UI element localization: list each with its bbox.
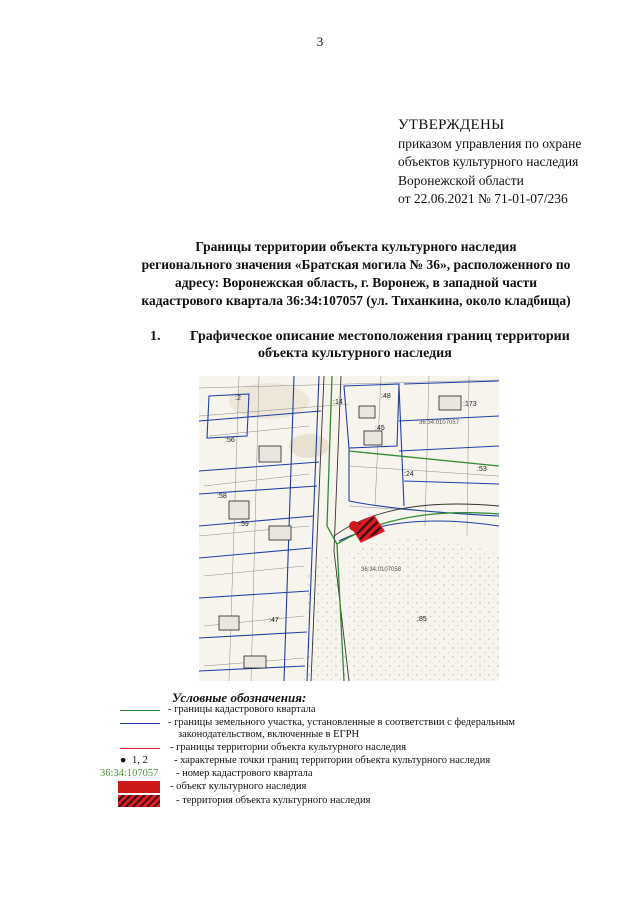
hatched-box-icon xyxy=(118,795,160,807)
legend-text: - границы территории объекта культурного наследия xyxy=(170,742,407,753)
page-number: 3 xyxy=(316,34,324,49)
legend-item xyxy=(100,704,620,716)
legend-symbol-text: 36:34:107057 xyxy=(100,768,159,779)
map-label: :59 xyxy=(239,521,249,528)
legend-text: - границы кадастрового квартала xyxy=(168,704,316,715)
legend-title: Условные обозначения: xyxy=(172,690,307,705)
legend-text: - объект культурного наследия xyxy=(170,781,307,792)
map-label: :53 xyxy=(477,466,487,473)
map-label: :56 xyxy=(225,437,235,444)
map-quarter-label: 36:34:0107058 xyxy=(361,567,402,573)
green-line-icon xyxy=(120,710,160,711)
map-label: :58 xyxy=(217,493,227,500)
approval-line: объектов культурного наследия xyxy=(398,154,579,169)
legend-text: законодательством, включенные в ЕГРН xyxy=(178,729,360,740)
title-line: кадастрового квартала 36:34:107057 (ул. Тиханкина, около кладбища) xyxy=(141,293,571,308)
legend-item xyxy=(100,781,620,793)
point-marker-icon: ● xyxy=(120,755,127,766)
title-line: адресу: Воронежская область, г. Воронеж, в западной части xyxy=(175,275,537,290)
map-label: :45 xyxy=(375,425,385,432)
map-label: :2 xyxy=(235,395,241,402)
approval-heading: УТВЕРЖДЕНЫ xyxy=(398,117,505,133)
legend-item xyxy=(100,795,620,807)
map-label: :14 xyxy=(333,399,343,406)
red-box-icon xyxy=(118,781,160,793)
legend-item xyxy=(100,717,620,729)
section-title-line: Графическое описание местоположения границ территории xyxy=(190,329,570,344)
section-number: 1. xyxy=(150,329,161,344)
legend-text: - характерные точки границ территории объекта культурного наследия xyxy=(174,755,491,766)
map-label: :24 xyxy=(404,471,414,478)
approval-stamp xyxy=(398,116,581,209)
document-title xyxy=(96,238,616,310)
cadastral-map xyxy=(199,376,499,681)
blue-line-icon xyxy=(120,723,160,724)
legend-text: - номер кадастрового квартала xyxy=(176,768,313,779)
map-label: :85 xyxy=(417,616,427,623)
map-label: :48 xyxy=(381,393,391,400)
map-label: :47 xyxy=(269,617,279,624)
legend-item xyxy=(100,768,620,780)
legend-text: - границы земельного участка, установленные в соответствии с федеральным xyxy=(168,717,516,728)
map-label: :173 xyxy=(463,401,477,408)
legend-item xyxy=(100,729,620,741)
approval-line: Воронежской области xyxy=(398,172,524,188)
approval-date: от 22.06.2021 № 71-01-07/236 xyxy=(398,191,568,206)
approval-line: приказом управления по охране xyxy=(398,135,582,151)
legend-item xyxy=(100,755,620,767)
legend-text: - территория объекта культурного наследия xyxy=(176,795,371,806)
red-line-icon xyxy=(120,748,160,749)
map-quarter-label: 36:34:0107057 xyxy=(419,420,460,426)
title-line: регионального значения «Братская могила № 36», расположенного по xyxy=(141,257,571,272)
legend-item xyxy=(100,742,620,754)
title-line: Границы территории объекта культурного наследия xyxy=(195,239,517,254)
section-title-line: объекта культурного наследия xyxy=(258,346,452,361)
heritage-object-marker xyxy=(349,521,359,531)
legend-symbol-text: 1, 2 xyxy=(132,755,148,766)
